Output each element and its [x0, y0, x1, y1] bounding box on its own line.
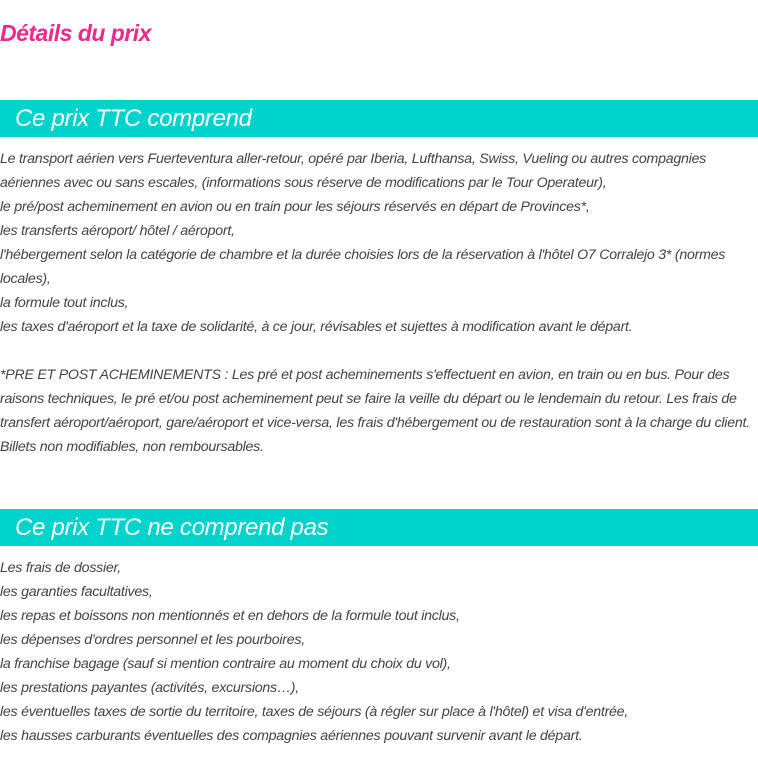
excluded-heading: Ce prix TTC ne comprend pas	[15, 514, 329, 541]
list-item: les transferts aéroport/ hôtel / aéroport,	[0, 223, 235, 239]
list-item: la formule tout inclus,	[0, 295, 129, 311]
list-item: les hausses carburants éventuelles des compagnies aériennes pouvant survenir avant le départ.	[0, 728, 583, 744]
list-item: Le transport aérien vers Fuerteventura aller-retour, opéré par Iberia, Lufthansa, Swiss, Vueling ou autres compagnies aériennes avec ou sans escales, (informations sous réserve de modifications par le Tour Operateur),	[0, 151, 707, 191]
included-section-header	[0, 100, 758, 137]
acheminement-note: *PRE ET POST ACHEMINEMENTS : Les pré et post acheminements s'effectuent en avion, en train ou en bus. Pour des raisons techniques, le pré et/ou post acheminement peut se faire la veille du départ ou le lendemain du retour. Les frais de transfert aéroport/aéroport, gare/aéroport et vice-versa, les frais d'hébergement ou de restauration sont à la charge du client. Billets non modifiables, non remboursables.	[0, 367, 750, 455]
list-item: les éventuelles taxes de sortie du territoire, taxes de séjours (à régler sur place à l'hôtel) et visa d'entrée,	[0, 704, 629, 720]
list-item: les garanties facultatives,	[0, 584, 153, 600]
list-item: le pré/post acheminement en avion ou en train pour les séjours réservés en départ de Provinces*,	[0, 199, 590, 215]
page-title: Détails du prix	[0, 20, 151, 46]
excluded-section-header	[0, 509, 758, 546]
list-item: les taxes d'aéroport et la taxe de solidarité, à ce jour, révisables et sujettes à modification avant le départ.	[0, 319, 633, 335]
excluded-list	[0, 556, 758, 748]
list-item: les repas et boissons non mentionnés et en dehors de la formule tout inclus,	[0, 608, 460, 624]
list-item: la franchise bagage (sauf si mention contraire au moment du choix du vol),	[0, 656, 451, 672]
list-item: Les frais de dossier,	[0, 560, 121, 576]
list-item: l'hébergement selon la catégorie de chambre et la durée choisies lors de la réservation à l'hôtel O7 Corralejo 3* (normes locales),	[0, 247, 726, 287]
included-list	[0, 147, 758, 459]
list-item: les dépenses d'ordres personnel et les pourboires,	[0, 632, 305, 648]
list-item: les prestations payantes (activités, excursions…),	[0, 680, 299, 696]
included-heading: Ce prix TTC comprend	[15, 105, 252, 132]
